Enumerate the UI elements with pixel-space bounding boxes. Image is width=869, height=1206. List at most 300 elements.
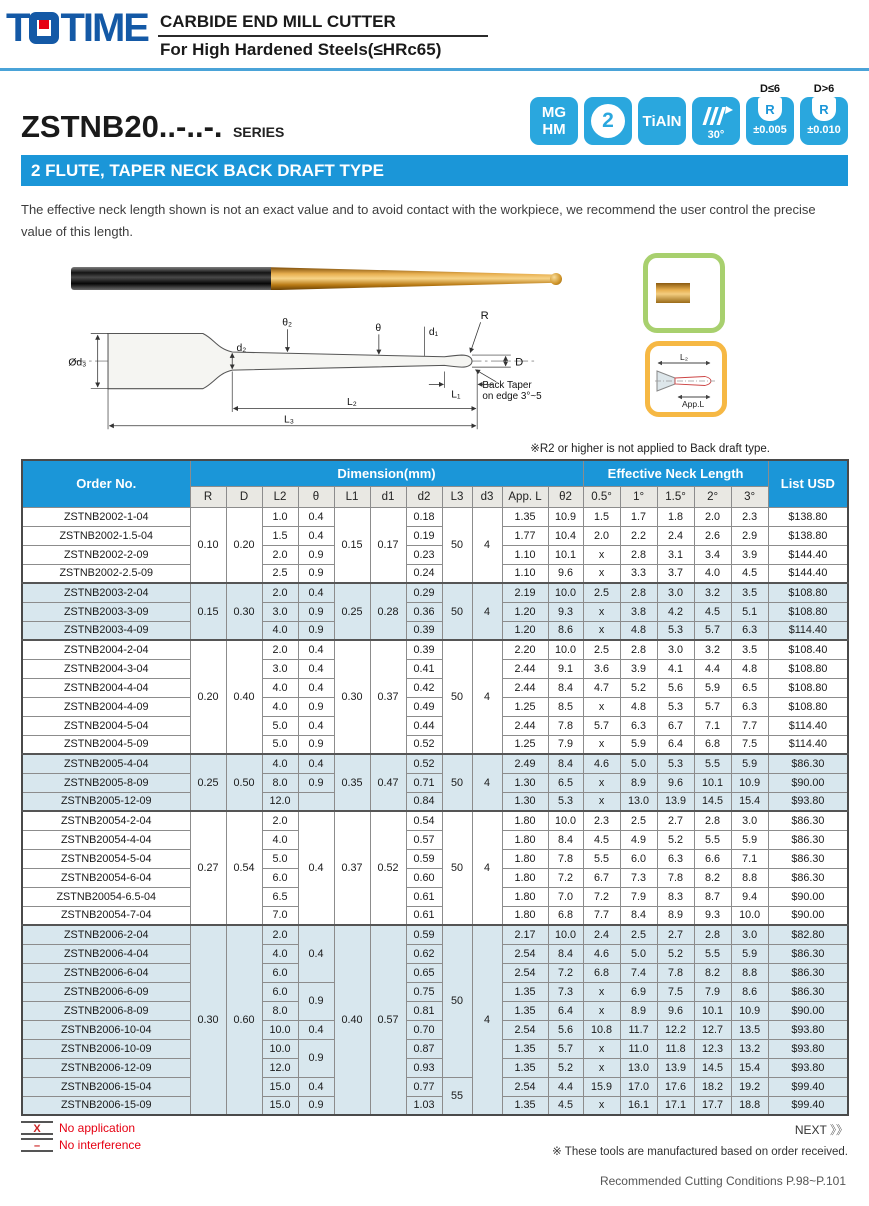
spec-cell: 50 <box>442 754 472 811</box>
helix-icon <box>699 104 733 128</box>
spec-cell: 1.30 <box>502 792 548 811</box>
spec-cell: 3.9 <box>731 545 768 564</box>
spec-table-body <box>22 507 848 1115</box>
spec-cell: 7.3 <box>548 982 583 1001</box>
spec-cell: 9.6 <box>548 564 583 583</box>
spec-cell: 4.1 <box>657 659 694 678</box>
spec-cell: 4 <box>472 925 502 1115</box>
spec-cell: 5.9 <box>731 830 768 849</box>
spec-cell: 7.2 <box>548 963 583 982</box>
spec-cell: 7.1 <box>694 716 731 735</box>
tolerance2-symbol: R <box>819 101 829 117</box>
no-interference-symbol: – <box>21 1138 53 1152</box>
spec-cell: 5.7 <box>583 716 620 735</box>
spec-cell: 0.39 <box>406 640 442 659</box>
spec-cell: 4.5 <box>694 602 731 621</box>
tool-ball-tip-image <box>550 273 562 285</box>
spec-cell: 2.3 <box>731 507 768 526</box>
spec-cell: 5.9 <box>731 944 768 963</box>
spec-cell: 0.52 <box>406 735 442 754</box>
spec-cell: 16.1 <box>620 1096 657 1115</box>
spec-cell: 4.0 <box>262 621 298 640</box>
spec-cell: 9.1 <box>548 659 583 678</box>
spec-cell: 4.5 <box>548 1096 583 1115</box>
spec-cell: 13.0 <box>620 1058 657 1077</box>
spec-cell: 1.35 <box>502 982 548 1001</box>
spec-cell: 3.5 <box>731 640 768 659</box>
spec-cell: 15.4 <box>731 792 768 811</box>
spec-cell: 0.4 <box>298 811 334 925</box>
order-no-cell: ZSTNB2006-4-04 <box>22 944 190 963</box>
spec-cell: 0.57 <box>406 830 442 849</box>
column-header: L2 <box>262 486 298 507</box>
spec-cell: 1.10 <box>502 564 548 583</box>
spec-cell: 3.9 <box>620 659 657 678</box>
inset-l2-label: L₂ <box>680 352 689 363</box>
series-title: ZSTNB20..-..-. <box>21 109 223 144</box>
spec-cell: 4.0 <box>262 678 298 697</box>
spec-cell: 7.5 <box>731 735 768 754</box>
spec-cell: 10.1 <box>694 773 731 792</box>
spec-cell: 7.8 <box>548 849 583 868</box>
spec-cell: 3.3 <box>620 564 657 583</box>
tolerance1-condition: D≤6 <box>759 83 781 95</box>
column-header: d2 <box>406 486 442 507</box>
spec-cell: 2.4 <box>583 925 620 944</box>
order-no-cell: ZSTNB2006-8-09 <box>22 1001 190 1020</box>
spec-cell: 0.77 <box>406 1077 442 1096</box>
spec-cell: 10.4 <box>548 526 583 545</box>
column-header: 3° <box>731 486 768 507</box>
spec-cell: 0.60 <box>226 925 262 1115</box>
spec-cell: 1.80 <box>502 906 548 925</box>
spec-cell: 5.9 <box>731 754 768 773</box>
spec-cell: 0.25 <box>190 754 226 811</box>
spec-cell: 5.1 <box>731 602 768 621</box>
spec-cell: $86.30 <box>768 811 848 830</box>
radius-tolerance2-badge <box>800 97 848 145</box>
spec-cell: 0.39 <box>406 621 442 640</box>
spec-cell: 50 <box>442 583 472 640</box>
spec-cell: $86.30 <box>768 944 848 963</box>
next-page-link[interactable]: NEXT 》》 <box>794 1123 848 1138</box>
tolerance2-value: ±0.010 <box>807 124 841 136</box>
spec-cell: 0.9 <box>298 735 334 754</box>
spec-cell: 0.9 <box>298 697 334 716</box>
spec-cell: 13.0 <box>620 792 657 811</box>
material-line2: HM <box>542 121 566 138</box>
spec-cell: 1.25 <box>502 697 548 716</box>
spec-cell: 0.4 <box>298 1077 334 1096</box>
spec-cell: 10.1 <box>694 1001 731 1020</box>
spec-cell: 17.6 <box>657 1077 694 1096</box>
spec-cell: 5.7 <box>694 697 731 716</box>
helix-angle: 30° <box>707 129 725 141</box>
spec-cell: 7.8 <box>548 716 583 735</box>
spec-cell: 19.2 <box>731 1077 768 1096</box>
spec-cell: 8.2 <box>694 868 731 887</box>
spec-cell: 1.0 <box>262 507 298 526</box>
spec-cell: 4.6 <box>583 754 620 773</box>
tolerance2-condition: D>6 <box>813 83 835 95</box>
spec-cell: 0.61 <box>406 887 442 906</box>
spec-cell: 9.6 <box>657 773 694 792</box>
spec-cell: 1.8 <box>657 507 694 526</box>
order-no-cell: ZSTNB2006-6-09 <box>22 982 190 1001</box>
order-no-cell: ZSTNB2005-4-04 <box>22 754 190 773</box>
spec-cell: 17.7 <box>694 1096 731 1115</box>
spec-cell: 5.3 <box>657 621 694 640</box>
spec-cell: $93.80 <box>768 1039 848 1058</box>
spec-cell: 1.80 <box>502 849 548 868</box>
order-no-cell: ZSTNB2006-6-04 <box>22 963 190 982</box>
spec-cell: 1.80 <box>502 830 548 849</box>
dimension-header: Dimension(mm) <box>190 460 583 486</box>
spec-cell: 13.9 <box>657 1058 694 1077</box>
spec-cell: 0.75 <box>406 982 442 1001</box>
column-header: L1 <box>334 486 370 507</box>
spec-cell: 18.2 <box>694 1077 731 1096</box>
spec-cell: 12.3 <box>694 1039 731 1058</box>
spec-cell: 3.0 <box>657 640 694 659</box>
cutting-conditions-reference: Recommended Cutting Conditions P.98~P.101 <box>599 1174 846 1189</box>
spec-cell: 10.0 <box>731 906 768 925</box>
tool-photo <box>71 259 576 299</box>
spec-cell: 2.0 <box>262 545 298 564</box>
spec-cell: 0.4 <box>298 640 334 659</box>
spec-cell: 3.5 <box>731 583 768 602</box>
spec-cell: 1.20 <box>502 602 548 621</box>
flute-count-badge <box>584 97 632 145</box>
spec-cell: 4 <box>472 507 502 583</box>
spec-cell: $93.80 <box>768 1058 848 1077</box>
order-no-cell: ZSTNB2004-3-04 <box>22 659 190 678</box>
spec-cell: 5.7 <box>694 621 731 640</box>
spec-cell: 1.5 <box>262 526 298 545</box>
spec-cell: 6.8 <box>548 906 583 925</box>
series-title-block <box>21 109 284 145</box>
spec-cell: 6.3 <box>731 697 768 716</box>
tolerance1-value: ±0.005 <box>753 124 787 136</box>
feature-badges <box>530 83 848 145</box>
spec-cell: 3.0 <box>262 602 298 621</box>
effective-length-inset <box>645 341 727 417</box>
spec-cell: 5.5 <box>583 849 620 868</box>
no-interference-label: No interference <box>59 1138 142 1153</box>
spec-cell: 0.9 <box>298 1096 334 1115</box>
material-line1: MG <box>541 104 567 121</box>
spec-cell: 4.6 <box>583 944 620 963</box>
spec-cell: 4.0 <box>262 830 298 849</box>
spec-cell: 0.37 <box>370 640 406 754</box>
spec-cell: 5.0 <box>262 716 298 735</box>
spec-cell: 7.2 <box>548 868 583 887</box>
effective-length-diagram <box>653 349 719 409</box>
spec-cell: 2.0 <box>262 811 298 830</box>
spec-cell: 0.52 <box>406 754 442 773</box>
spec-cell: 6.5 <box>548 773 583 792</box>
dim-label-l1: L₁ <box>451 389 461 401</box>
tip-closeup-ball <box>684 279 712 307</box>
spec-cell: 0.9 <box>298 982 334 1020</box>
spec-cell: 8.0 <box>262 1001 298 1020</box>
spec-cell: 5.2 <box>548 1058 583 1077</box>
spec-cell: 4.4 <box>694 659 731 678</box>
spec-cell: 2.6 <box>694 526 731 545</box>
spec-cell: 1.80 <box>502 887 548 906</box>
spec-cell: $86.30 <box>768 868 848 887</box>
order-no-cell: ZSTNB20054-6.5-04 <box>22 887 190 906</box>
spec-cell: $138.80 <box>768 507 848 526</box>
spec-cell: 0.4 <box>298 659 334 678</box>
spec-cell: 2.44 <box>502 716 548 735</box>
order-no-cell: ZSTNB2002-2-09 <box>22 545 190 564</box>
spec-cell: 5.9 <box>620 735 657 754</box>
spec-cell: 2.5 <box>583 640 620 659</box>
column-header: L3 <box>442 486 472 507</box>
spec-cell: 6.0 <box>262 982 298 1001</box>
spec-cell: 10.0 <box>548 640 583 659</box>
spec-cell: 10.9 <box>731 773 768 792</box>
spec-cell: 2.0 <box>262 583 298 602</box>
spec-cell: 7.3 <box>620 868 657 887</box>
spec-cell: 0.19 <box>406 526 442 545</box>
spec-cell: 5.5 <box>694 944 731 963</box>
legend-no-interference <box>21 1138 141 1152</box>
spec-cell: 7.7 <box>583 906 620 925</box>
spec-cell: 0.65 <box>406 963 442 982</box>
spec-cell: 5.2 <box>657 944 694 963</box>
spec-cell: 7.9 <box>548 735 583 754</box>
spec-cell: 2.8 <box>694 925 731 944</box>
order-no-cell: ZSTNB2005-8-09 <box>22 773 190 792</box>
spec-cell: 0.20 <box>190 640 226 754</box>
spec-cell: 0.30 <box>190 925 226 1115</box>
spec-cell: 0.49 <box>406 697 442 716</box>
order-no-cell: ZSTNB2004-4-09 <box>22 697 190 716</box>
spec-cell: $86.30 <box>768 963 848 982</box>
spec-cell: 0.9 <box>298 545 334 564</box>
spec-cell: 7.7 <box>731 716 768 735</box>
spec-cell: 50 <box>442 925 472 1077</box>
spec-cell: 7.5 <box>657 982 694 1001</box>
spec-cell: 4.7 <box>583 678 620 697</box>
spec-cell: 3.0 <box>731 925 768 944</box>
spec-cell: 3.6 <box>583 659 620 678</box>
spec-cell: x <box>583 621 620 640</box>
spec-cell: 11.8 <box>657 1039 694 1058</box>
dim-label-r: R <box>480 310 489 323</box>
spec-cell: x <box>583 564 620 583</box>
spec-cell: 0.15 <box>334 507 370 583</box>
spec-cell: 0.81 <box>406 1001 442 1020</box>
spec-cell: 0.87 <box>406 1039 442 1058</box>
dim-label-od3: Ød₃ <box>68 357 87 369</box>
order-no-cell: ZSTNB20054-6-04 <box>22 868 190 887</box>
spec-cell: 12.2 <box>657 1020 694 1039</box>
spec-cell: 0.4 <box>298 526 334 545</box>
spec-cell: 5.0 <box>620 944 657 963</box>
spec-cell: 9.4 <box>731 887 768 906</box>
column-header: 1° <box>620 486 657 507</box>
spec-cell: 4.0 <box>262 944 298 963</box>
product-subtitle: For High Hardened Steels(≤HRc65) <box>159 40 442 59</box>
spec-cell: 4 <box>472 583 502 640</box>
spec-cell: 2.17 <box>502 925 548 944</box>
spec-cell: 12.0 <box>262 1058 298 1077</box>
spec-cell: 3.0 <box>657 583 694 602</box>
spec-cell: 8.9 <box>620 1001 657 1020</box>
spec-cell: 8.9 <box>620 773 657 792</box>
neck-length-header: Effective Neck Length <box>583 460 768 486</box>
spec-cell: 4.2 <box>657 602 694 621</box>
spec-cell: 0.47 <box>370 754 406 811</box>
spec-cell: 50 <box>442 507 472 583</box>
spec-cell: 7.2 <box>583 887 620 906</box>
spec-cell: 6.5 <box>262 887 298 906</box>
collet-icon <box>758 97 782 121</box>
spec-cell: 9.6 <box>657 1001 694 1020</box>
spec-cell: 1.35 <box>502 507 548 526</box>
spec-cell: $93.80 <box>768 1020 848 1039</box>
spec-cell: 0.70 <box>406 1020 442 1039</box>
spec-cell: 6.3 <box>731 621 768 640</box>
spec-cell: 0.4 <box>298 754 334 773</box>
spec-cell: 1.7 <box>620 507 657 526</box>
spec-cell: $114.40 <box>768 716 848 735</box>
spec-cell: 10.9 <box>731 1001 768 1020</box>
no-application-label: No application <box>59 1121 136 1136</box>
spec-cell: 5.0 <box>262 735 298 754</box>
dim-label-l3: L₃ <box>283 414 294 426</box>
order-no-header: Order No. <box>22 460 190 507</box>
spec-cell: x <box>583 735 620 754</box>
spec-cell: 2.54 <box>502 1020 548 1039</box>
spec-cell: 0.4 <box>298 716 334 735</box>
spec-cell: 0.61 <box>406 906 442 925</box>
spec-cell: 2.0 <box>262 640 298 659</box>
spec-cell: 0.24 <box>406 564 442 583</box>
spec-cell: 0.59 <box>406 925 442 944</box>
spec-cell: 4.8 <box>620 621 657 640</box>
flute-count-icon <box>591 104 625 138</box>
spec-cell: 8.6 <box>548 621 583 640</box>
spec-cell: 10.8 <box>583 1020 620 1039</box>
spec-cell: 8.4 <box>548 944 583 963</box>
column-header: d1 <box>370 486 406 507</box>
page-header <box>0 0 869 64</box>
spec-cell: 7.8 <box>657 868 694 887</box>
spec-cell: 14.5 <box>694 1058 731 1077</box>
order-no-cell: ZSTNB2004-5-04 <box>22 716 190 735</box>
spec-cell: 1.80 <box>502 811 548 830</box>
spec-cell: 5.5 <box>694 754 731 773</box>
spec-cell: 0.29 <box>406 583 442 602</box>
spec-cell: 1.35 <box>502 1096 548 1115</box>
order-no-cell: ZSTNB2006-15-09 <box>22 1096 190 1115</box>
spec-cell: x <box>583 1039 620 1058</box>
legend-no-application <box>21 1121 141 1135</box>
spec-cell: 0.9 <box>298 602 334 621</box>
logo-o-icon <box>29 12 59 44</box>
spec-cell: $90.00 <box>768 887 848 906</box>
spec-cell: 1.35 <box>502 1039 548 1058</box>
order-no-cell: ZSTNB2002-1.5-04 <box>22 526 190 545</box>
r2-note: ※R2 or higher is not applied to Back draft type. <box>530 443 770 456</box>
dim-label-theta2: θ₂ <box>282 317 293 329</box>
spec-cell: $93.80 <box>768 792 848 811</box>
order-no-cell: ZSTNB2006-10-09 <box>22 1039 190 1058</box>
spec-cell: 8.4 <box>548 830 583 849</box>
spec-cell: 8.6 <box>731 982 768 1001</box>
spec-cell: 0.30 <box>226 583 262 640</box>
spec-cell: $108.40 <box>768 640 848 659</box>
order-no-cell: ZSTNB20054-5-04 <box>22 849 190 868</box>
spec-cell: 4 <box>472 640 502 754</box>
spec-cell: 2.20 <box>502 640 548 659</box>
spec-cell: 7.8 <box>657 963 694 982</box>
column-header: θ2 <box>548 486 583 507</box>
spec-cell: $114.40 <box>768 735 848 754</box>
spec-cell: 11.0 <box>620 1039 657 1058</box>
spec-cell: 0.15 <box>190 583 226 640</box>
order-no-cell: ZSTNB2003-2-04 <box>22 583 190 602</box>
spec-cell: 2.3 <box>583 811 620 830</box>
spec-cell: 7.0 <box>548 887 583 906</box>
spec-cell: 9.3 <box>694 906 731 925</box>
spec-cell: 0.35 <box>334 754 370 811</box>
spec-cell: $86.30 <box>768 849 848 868</box>
spec-cell: 4.5 <box>583 830 620 849</box>
spec-cell: 8.3 <box>657 887 694 906</box>
spec-cell: 0.4 <box>298 583 334 602</box>
spec-cell: 0.10 <box>190 507 226 583</box>
dim-label-l2: L₂ <box>346 397 357 409</box>
logo-text-end: TIME <box>60 6 148 50</box>
spec-cell: 5.3 <box>657 697 694 716</box>
spec-cell: 0.27 <box>190 811 226 925</box>
tool-shank-image <box>71 267 271 290</box>
spec-cell: 6.5 <box>731 678 768 697</box>
spec-cell: $108.80 <box>768 602 848 621</box>
spec-cell <box>298 792 334 811</box>
coating-label: TiAlN <box>642 112 682 130</box>
spec-cell: 8.9 <box>657 906 694 925</box>
spec-cell: 0.17 <box>370 507 406 583</box>
spec-cell: 0.4 <box>298 925 334 982</box>
spec-cell: x <box>583 1096 620 1115</box>
spec-cell: 15.0 <box>262 1096 298 1115</box>
spec-cell: 4.9 <box>620 830 657 849</box>
spec-cell: 6.8 <box>694 735 731 754</box>
spec-cell: 4.5 <box>731 564 768 583</box>
order-no-cell: ZSTNB2005-12-09 <box>22 792 190 811</box>
spec-cell: 15.0 <box>262 1077 298 1096</box>
spec-cell: 3.2 <box>694 583 731 602</box>
spec-cell: $90.00 <box>768 1001 848 1020</box>
order-no-cell: ZSTNB2006-2-04 <box>22 925 190 944</box>
spec-cell: 2.5 <box>262 564 298 583</box>
order-no-cell: ZSTNB2002-2.5-09 <box>22 564 190 583</box>
order-no-cell: ZSTNB2003-3-09 <box>22 602 190 621</box>
spec-cell: 0.37 <box>334 811 370 925</box>
dim-label-d: D <box>515 356 524 369</box>
spec-cell: x <box>583 697 620 716</box>
spec-cell: 17.0 <box>620 1077 657 1096</box>
spec-cell: 13.2 <box>731 1039 768 1058</box>
spec-cell: 5.6 <box>548 1020 583 1039</box>
spec-cell: 6.8 <box>583 963 620 982</box>
